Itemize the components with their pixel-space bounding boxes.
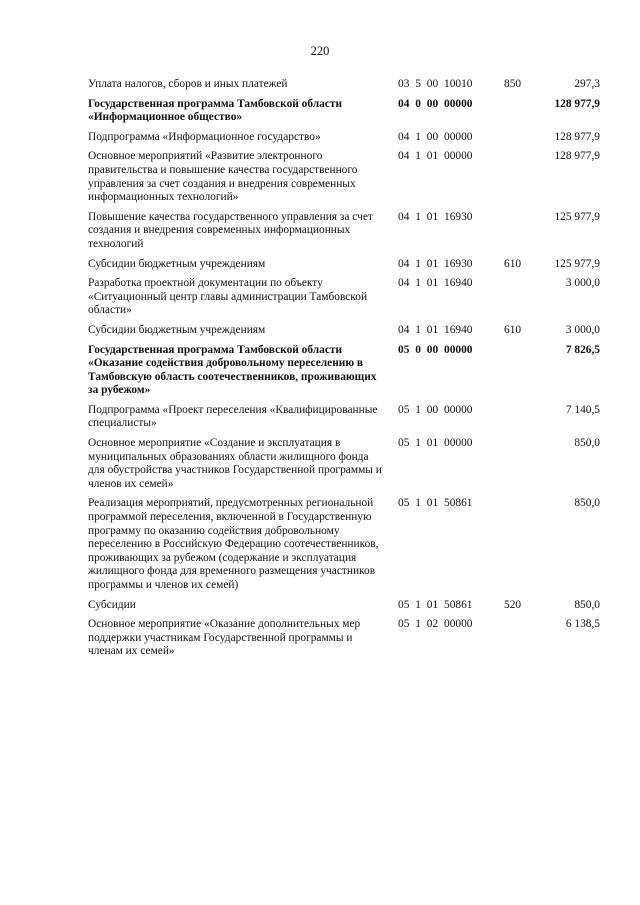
row-amount: 297,3	[574, 78, 600, 90]
row-amount: 7 140,5	[565, 403, 600, 416]
row-code: 04 1 01 16930	[398, 210, 473, 223]
row-code: 03 5 00 10010	[398, 78, 473, 90]
row-code: 04 1 01 16940	[398, 277, 473, 290]
row-name: Подпрограмма «Информационное государство»	[88, 130, 321, 143]
table-row	[88, 131, 600, 145]
table-row	[88, 599, 600, 613]
table-row	[88, 277, 600, 318]
table-row	[88, 344, 600, 398]
row-amount: 128 977,9	[554, 97, 600, 110]
row-name: Реализация мероприятий, предусмотренных региональной программой переселения, включенной в Государственную программу по оказанию содействия добровольному переселению в Российскую Федерацию соотечественников, проживающих за рубежом (содержание и эксплуатация жилищного фонда для временного размещения участников программы и членов их семей)	[88, 497, 379, 591]
row-name: Основное мероприятие «Оказание дополнительных мер поддержки участникам Государственной программы и членам их семей»	[88, 618, 361, 658]
row-name: Государственная программа Тамбовской области «Информационное общество»	[88, 97, 343, 124]
row-amount: 850,0	[574, 437, 600, 450]
row-amount: 850,0	[574, 598, 600, 611]
table-row	[88, 258, 600, 272]
row-amount: 128 977,9	[554, 150, 600, 163]
row-name: Субсидии бюджетным учреждениям	[88, 257, 266, 270]
row-code: 04 1 01 16940	[398, 323, 473, 336]
row-name: Подпрограмма «Проект переселения «Квалифицированные специалисты»	[88, 403, 378, 430]
table-row	[88, 150, 600, 204]
table-row	[88, 78, 600, 92]
row-name: Уплата налогов, сборов и иных платежей	[88, 78, 288, 90]
row-expense-type: 610	[504, 323, 522, 336]
row-code: 04 1 01 16930	[398, 257, 473, 270]
row-amount: 850,0	[574, 497, 600, 510]
row-code: 05 1 02 00000	[398, 618, 473, 631]
row-expense-type: 610	[504, 257, 522, 270]
row-name: Разработка проектной документации по объекту «Ситуационный центр главы администрации Тамбовской области»	[88, 277, 368, 317]
table-row	[88, 497, 600, 592]
row-code: 05 1 01 50861	[398, 598, 473, 611]
row-amount: 3 000,0	[565, 323, 600, 336]
budget-table	[88, 78, 600, 665]
table-row	[88, 324, 600, 338]
row-expense-type: 520	[504, 598, 522, 611]
row-code: 04 1 01 00000	[398, 150, 473, 163]
table-row	[88, 98, 600, 125]
row-amount: 7 826,5	[565, 343, 600, 356]
row-name: Основное мероприятие «Создание и эксплуатация в муниципальных образованиях области жилищного фонда для обустройства участников Государственной программы и членов их семей»	[88, 437, 382, 490]
row-name: Повышение качества государственного управления за счет создания и внедрения современных информационных технологий	[88, 210, 373, 250]
row-name: Государственная программа Тамбовской области «Оказание содействия добровольному переселению в Тамбовскую область соотечественников, проживающих за рубежом»	[88, 343, 377, 397]
row-expense-type: 850	[504, 78, 522, 90]
row-amount: 128 977,9	[554, 130, 600, 143]
row-name: Субсидии бюджетным учреждениям	[88, 323, 266, 336]
row-amount: 3 000,0	[565, 277, 600, 290]
row-code: 05 1 01 00000	[398, 437, 473, 450]
row-name: Субсидии	[88, 598, 136, 611]
page-number: 220	[310, 44, 330, 58]
row-code: 05 0 00 00000	[398, 343, 473, 356]
row-name: Основное мероприятий «Развитие электронного правительства и повышение качества государственного управления за счет создания и внедрения современных информационных технологий»	[88, 150, 358, 204]
row-code: 05 1 00 00000	[398, 403, 473, 416]
table-row	[88, 437, 600, 491]
table-row	[88, 618, 600, 659]
row-amount: 6 138,5	[565, 618, 600, 631]
row-amount: 125 977,9	[554, 210, 600, 223]
table-row	[88, 211, 600, 252]
row-code: 04 0 00 00000	[398, 97, 473, 110]
row-code: 05 1 01 50861	[398, 497, 473, 510]
table-row	[88, 404, 600, 431]
row-code: 04 1 00 00000	[398, 130, 473, 143]
row-amount: 125 977,9	[554, 257, 600, 270]
